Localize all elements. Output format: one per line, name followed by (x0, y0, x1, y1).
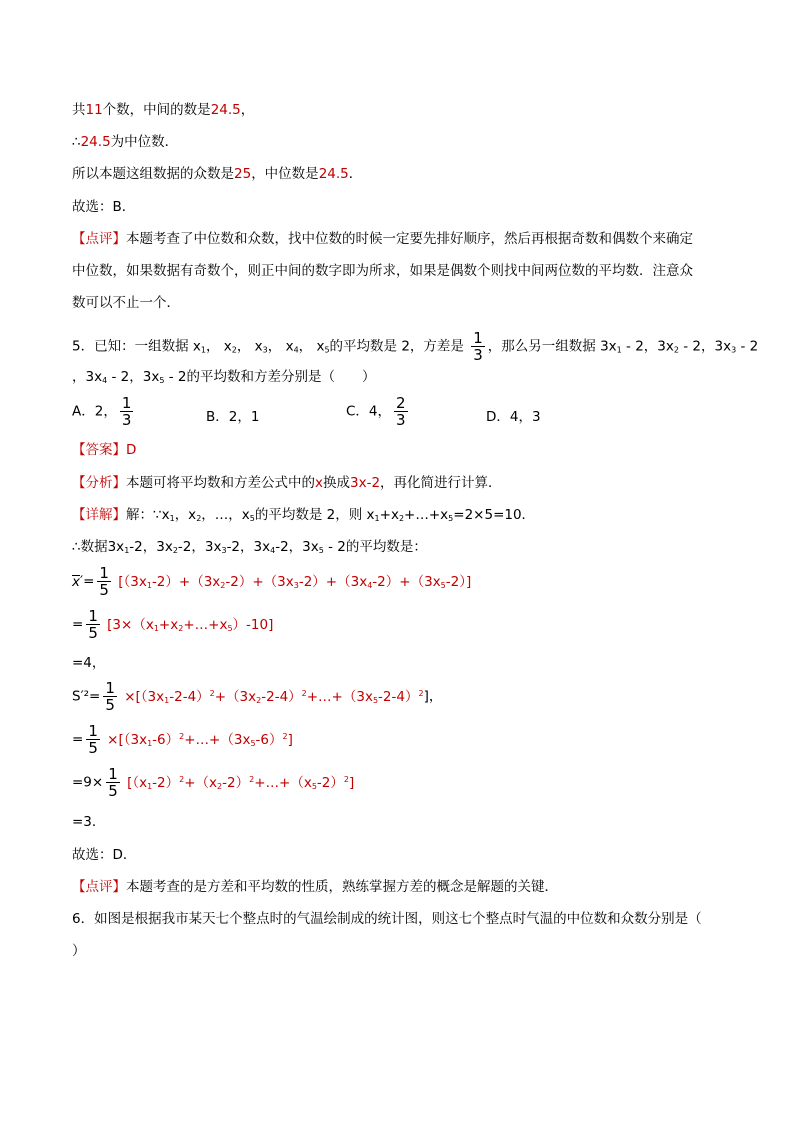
text: +…+（3x (184, 731, 251, 748)
text: 的平均数是 2，则 x (254, 507, 375, 523)
sub: 2 (178, 623, 184, 633)
var: x (192, 338, 201, 355)
option-c (346, 395, 411, 428)
text: +…+x (183, 616, 228, 633)
text: -2） (152, 774, 180, 791)
sub: 4 (270, 546, 276, 555)
text: -2-4） (378, 688, 419, 705)
therefore-symbol: ∴ (72, 134, 81, 150)
answer-tag: 【答案】 (72, 442, 126, 458)
equals: = (72, 731, 84, 748)
comment-line-3: 数可以不止一个． (72, 295, 180, 311)
expression: $\times[(3x_1-6)^2+\dots+(3x_5-6)^2]$ (107, 731, 293, 748)
text: -2）+（3x (298, 573, 368, 590)
sub: 1 (616, 345, 622, 355)
text: -6） (152, 731, 180, 748)
x-bar: x (72, 573, 80, 590)
comment-line-2: 中位数，如果数据有奇数个，则正中间的数字即为所求，如果是偶数个则找中间两位数的平均数．注意众 (72, 263, 693, 279)
denominator: 5 (99, 581, 109, 599)
fraction (471, 330, 485, 363)
text: 个数，中间的数是 (102, 102, 211, 118)
option-a (72, 395, 136, 428)
text: 已知：一组数据 (94, 338, 189, 355)
text: +（x (184, 774, 218, 791)
text: 3x (107, 539, 125, 555)
text: -6） (255, 731, 283, 748)
text: -2，3x (129, 539, 173, 555)
denominator: 5 (108, 782, 118, 800)
text: 换成 (323, 475, 350, 491)
number: 24.5 (80, 134, 111, 150)
sub: 3 (221, 546, 227, 555)
text: ×[（3x (124, 688, 165, 705)
text-line-median (72, 133, 178, 151)
option-label: A．2， (72, 403, 117, 420)
answer-line (72, 441, 136, 459)
numerator: 1 (121, 394, 132, 412)
expression: $[(x_1-2)^2+(x_2-2)^2+\dots+(x_5-2)^2]$ (127, 774, 355, 791)
analysis-tag: 【分析】 (72, 475, 126, 491)
text: 解：∵x (126, 507, 170, 523)
sub: 2 (256, 695, 262, 705)
numerator: 1 (473, 329, 483, 347)
comment-tag: 【点评】 (72, 879, 126, 895)
denominator: 5 (105, 696, 115, 714)
analysis-line (72, 474, 502, 492)
expression (118, 574, 471, 590)
text: =2×5=10． (453, 507, 536, 523)
text: -2-4） (261, 688, 302, 705)
text: - 2，3x (621, 338, 674, 355)
number: 24.5 (210, 102, 241, 118)
text: ，3x (72, 369, 103, 385)
text: ． (348, 166, 363, 182)
sup: 2 (343, 774, 349, 784)
sup: 2 (418, 688, 424, 698)
sub: 1 (169, 514, 175, 523)
question-5-line-1 (72, 330, 758, 363)
sub: 2 (217, 781, 223, 791)
numerator: 1 (88, 607, 98, 625)
sub: 3 (262, 345, 268, 355)
fraction (394, 395, 408, 428)
numerator: 1 (108, 765, 118, 783)
sub: 5 (318, 546, 324, 555)
equals: = (72, 616, 84, 633)
numerator: 1 (88, 722, 98, 740)
text: -2） (316, 774, 344, 791)
text: -2，3x (177, 539, 222, 555)
comma: ， (236, 338, 251, 355)
sub: 1 (374, 514, 380, 523)
question-5-line-2 (72, 368, 375, 390)
detail-tag: 【详解】 (72, 507, 126, 523)
equation-step-2 (72, 608, 273, 641)
variance-symbol: S′ (72, 688, 84, 705)
comment-text: 本题考查了中位数和众数，找中位数的时候一定要先排好顺序，然后再根据奇数和偶数个来确定 (126, 231, 693, 247)
text: ，再化简进行计算． (380, 475, 502, 491)
sup: 2 (179, 774, 185, 784)
prime: ′ (80, 573, 84, 590)
comma: ， (298, 338, 313, 355)
text: ， (240, 102, 255, 118)
text: [（x (127, 774, 148, 791)
text: -2-4） (169, 688, 210, 705)
sub: 5 (249, 514, 255, 523)
text: -2） (222, 774, 250, 791)
option-label: C．4， (346, 403, 392, 420)
text: 为中位数． (110, 134, 179, 150)
var: x (316, 338, 325, 355)
text: -2，3x (275, 539, 319, 555)
sup: 2 (282, 731, 288, 741)
text: ]， (423, 688, 443, 705)
mean-statement (72, 538, 427, 560)
fraction (103, 680, 117, 713)
equals: ²= (83, 688, 101, 705)
sub: 5 (311, 781, 317, 791)
sub: 2 (398, 514, 405, 523)
question-6-line-1: 6．如图是根据我市某天七个整点时的气温绘制成的统计图，则这七个整点时气温的中位数和众数分别是（ (72, 911, 702, 927)
sub: 2 (196, 514, 202, 523)
sub: 5 (440, 580, 446, 590)
question-number: 5． (72, 338, 95, 355)
detail-line (72, 506, 535, 528)
var: x (223, 338, 232, 355)
fraction (86, 723, 100, 756)
numerator: 2 (396, 394, 406, 412)
numerator: 1 (105, 679, 115, 697)
sup: 2 (301, 688, 307, 698)
denominator: 3 (396, 411, 406, 429)
text: 的平均数和方差分别是（ ） (186, 369, 376, 385)
var: x (254, 338, 263, 355)
option-d: D．4，3 (486, 409, 541, 425)
fraction (86, 608, 100, 641)
text: [（3x (118, 573, 147, 590)
text: ，…，x (201, 507, 250, 523)
denominator: 5 (88, 739, 98, 757)
comment-2-line (72, 878, 558, 896)
text: -2）] (445, 573, 472, 590)
var: x (285, 338, 294, 355)
text: +…+x (404, 507, 449, 523)
equation-variance (72, 680, 442, 713)
text-line-conclusion (72, 165, 362, 183)
text: +x (158, 616, 179, 633)
equals: = (83, 573, 95, 590)
text: 本题可将平均数和方差公式中的 (126, 475, 315, 491)
sub: 2 (172, 546, 178, 555)
answer-choice-line-2: 故选：D． (72, 847, 137, 863)
comment-tag: 【点评】 (72, 231, 126, 247)
text: 所以本题这组数据的众数是 (72, 166, 234, 182)
numerator: 1 (99, 564, 109, 582)
text: ×[（3x (107, 731, 148, 748)
sub: 3 (731, 345, 737, 355)
var: x (315, 475, 323, 491)
text: [3×（x (107, 616, 154, 633)
sub: 5 (372, 695, 379, 705)
equation-step-3: =4， (72, 655, 106, 671)
answer-choice-line: 故选：B． (72, 199, 136, 215)
text: 共 (72, 102, 86, 118)
expr: 3x-2 (350, 475, 381, 491)
comma: ， (205, 338, 220, 355)
sub: 1 (146, 580, 152, 590)
sub: 4 (367, 580, 373, 590)
sub: 1 (147, 738, 153, 748)
sub: 2 (220, 580, 226, 590)
text: ，x (174, 507, 197, 523)
comment-text: 本题考查的是方差和平均数的性质，熟练掌握方差的概念是解题的关键． (126, 879, 558, 895)
equation-step-7: =3． (72, 814, 106, 830)
sub: 5 (324, 345, 330, 355)
expression (107, 617, 273, 633)
text: -2，3x (226, 539, 271, 555)
equation-mean (72, 565, 471, 598)
text: - 2 (164, 369, 187, 385)
answer-value: D (126, 442, 137, 458)
sub: 2 (231, 345, 237, 355)
text: -2）+（3x (151, 573, 221, 590)
text: - 2，3x (107, 369, 160, 385)
number: 25 (234, 166, 252, 182)
denominator: 3 (121, 411, 132, 429)
denominator: 5 (88, 624, 98, 642)
text: -2）+（3x (372, 573, 441, 590)
expression (124, 689, 423, 705)
sub: 1 (147, 781, 153, 791)
text: 的平均数是 2，方差是 (329, 338, 464, 355)
sub: 5 (250, 738, 256, 748)
text: ，那么另一组数据 3x (487, 338, 617, 355)
sub: 2 (673, 345, 679, 355)
sup: 2 (249, 774, 255, 784)
text: ∴数据 (72, 539, 108, 555)
text: - 2 (323, 539, 346, 555)
comma: ， (267, 338, 282, 355)
equation-step-6 (72, 766, 354, 799)
fraction (106, 766, 120, 799)
text: +…+（3x (306, 688, 373, 705)
sub: 5 (448, 514, 454, 523)
text-line-count (72, 101, 254, 119)
sub: 1 (153, 623, 159, 633)
number: 24.5 (318, 166, 349, 182)
comment-line-1 (72, 230, 693, 248)
text: ，中位数是 (251, 166, 319, 182)
text: +…+（x (254, 774, 312, 791)
option-b: B．2，1 (206, 409, 260, 425)
equals: =9× (72, 774, 104, 791)
text: -2）+（3x (225, 573, 294, 590)
text: ）-10] (232, 616, 274, 633)
fraction (97, 565, 111, 598)
sub: 5 (159, 376, 165, 385)
text: 的平均数是： (345, 539, 427, 555)
text: +x (379, 507, 399, 523)
fraction (120, 395, 134, 428)
sub: 5 (227, 623, 233, 633)
text: - 2 (736, 338, 759, 355)
text: - 2，3x (678, 338, 732, 355)
equation-step-5 (72, 723, 293, 756)
sup: 2 (209, 688, 215, 698)
sub: 4 (293, 345, 299, 355)
sup: 2 (179, 731, 185, 741)
sub: 3 (293, 580, 299, 590)
number: 11 (85, 102, 103, 118)
sub: 1 (124, 546, 130, 555)
denominator: 3 (473, 346, 483, 364)
sub: 4 (102, 376, 108, 385)
sub: 1 (164, 695, 170, 705)
text: +（3x (214, 688, 257, 705)
question-6-line-2: ） (72, 943, 86, 959)
sub: 1 (200, 345, 206, 355)
